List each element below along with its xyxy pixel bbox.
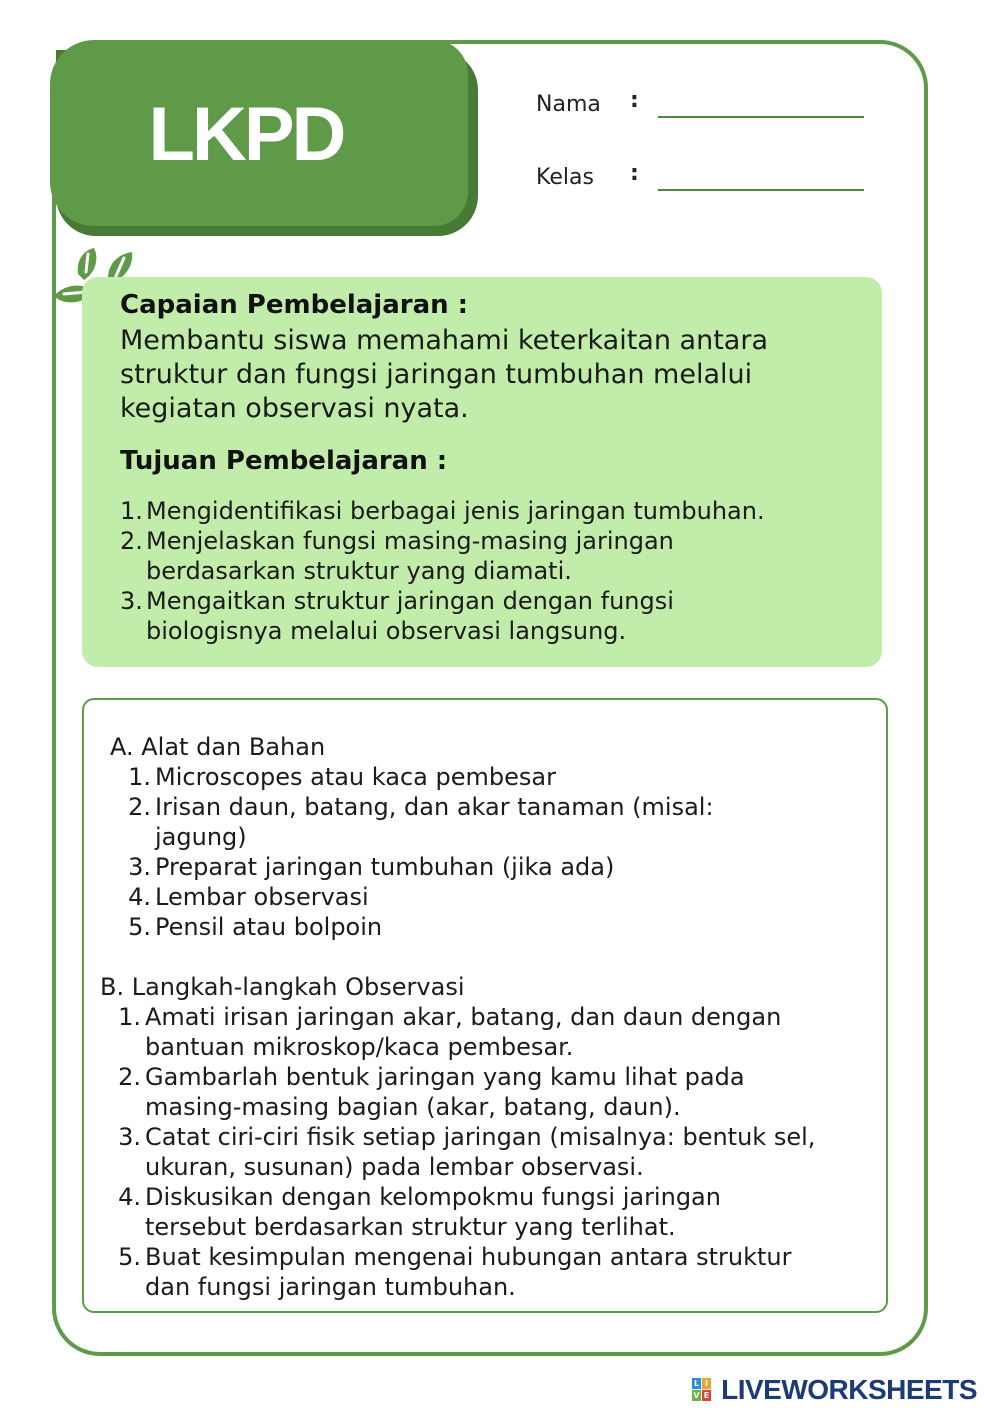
list-text: jagung) <box>155 823 247 851</box>
list-item <box>120 496 860 526</box>
class-colon: : <box>630 161 639 186</box>
list-text: Gambarlah bentuk jaringan yang kamu lihat pada <box>145 1063 745 1091</box>
list-text: Microscopes atau kaca pembesar <box>155 763 556 791</box>
langkah-title: B. Langkah-langkah Observasi <box>100 973 465 1001</box>
list-number: 5. <box>118 1243 141 1271</box>
liveworksheets-logo-icon <box>692 1378 712 1402</box>
logo-letter: E <box>703 1391 710 1400</box>
liveworksheets-footer[interactable] <box>692 1374 977 1408</box>
list-text: Menjelaskan fungsi masing-masing jaringan <box>146 527 674 555</box>
list-item <box>128 912 848 942</box>
list-text: Mengidentifikasi berbagai jenis jaringan tumbuhan. <box>146 497 765 525</box>
logo-letter: L <box>693 1379 700 1388</box>
tujuan-list <box>120 496 860 646</box>
alat-list <box>128 762 848 942</box>
capaian-line: Membantu siswa memahami keterkaitan antara <box>120 325 768 356</box>
list-number: 3. <box>118 1123 141 1151</box>
list-text: Mengaitkan struktur jaringan dengan fungsi <box>146 587 674 615</box>
langkah-list <box>118 1002 868 1302</box>
header-title: LKPD <box>148 92 344 177</box>
list-number: 2. <box>120 527 143 555</box>
list-number: 2. <box>118 1063 141 1091</box>
list-number: 3. <box>120 587 143 615</box>
list-number: 2. <box>128 793 151 821</box>
list-text: berdasarkan struktur yang diamati. <box>146 557 572 585</box>
list-item <box>118 1242 868 1302</box>
list-item <box>118 1002 868 1062</box>
list-text: Lembar observasi <box>155 883 369 911</box>
logo-letter: I <box>702 1378 711 1389</box>
capaian-title: Capaian Pembelajaran : <box>120 290 469 320</box>
class-label: Kelas <box>536 165 594 190</box>
name-label: Nama <box>536 92 601 117</box>
list-text: Amati irisan jaringan akar, batang, dan daun dengan <box>145 1003 782 1031</box>
class-input-line[interactable] <box>658 189 864 191</box>
capaian-body <box>120 324 860 426</box>
list-number: 1. <box>118 1003 141 1031</box>
list-text: masing-masing bagian (akar, batang, daun). <box>145 1093 681 1121</box>
list-text: Diskusikan dengan kelompokmu fungsi jaringan <box>145 1183 721 1211</box>
name-colon: : <box>630 88 639 113</box>
list-text: biologisnya melalui observasi langsung. <box>146 617 627 645</box>
list-item <box>120 586 860 646</box>
capaian-line: kegiatan observasi nyata. <box>120 393 469 424</box>
list-number: 1. <box>120 497 143 525</box>
list-number: 4. <box>118 1183 141 1211</box>
list-number: 1. <box>128 763 151 791</box>
list-item <box>118 1182 868 1242</box>
list-text: Buat kesimpulan mengenai hubungan antara struktur <box>145 1243 792 1271</box>
list-number: 5. <box>128 913 151 941</box>
list-item <box>120 526 860 586</box>
capaian-line: struktur dan fungsi jaringan tumbuhan melalui <box>120 359 753 390</box>
list-item <box>128 852 848 882</box>
logo-letter: V <box>693 1391 700 1400</box>
list-item <box>118 1062 868 1122</box>
name-input-line[interactable] <box>658 116 864 118</box>
list-item <box>128 882 848 912</box>
list-text: bantuan mikroskop/kaca pembesar. <box>145 1033 574 1061</box>
list-item <box>118 1122 868 1182</box>
tujuan-title: Tujuan Pembelajaran : <box>120 446 448 476</box>
list-text: Catat ciri-ciri fisik setiap jaringan (misalnya: bentuk sel, <box>145 1123 816 1151</box>
list-text: ukuran, susunan) pada lembar observasi. <box>145 1153 644 1181</box>
list-item <box>128 792 848 852</box>
list-number: 4. <box>128 883 151 911</box>
list-item <box>128 762 848 792</box>
list-text: tersebut berdasarkan struktur yang terlihat. <box>145 1213 676 1241</box>
list-text: dan fungsi jaringan tumbuhan. <box>145 1273 516 1301</box>
list-text: Preparat jaringan tumbuhan (jika ada) <box>155 853 615 881</box>
alat-title: A. Alat dan Bahan <box>110 733 326 761</box>
list-number: 3. <box>128 853 151 881</box>
list-text: Irisan daun, batang, dan akar tanaman (misal: <box>155 793 714 821</box>
list-text: Pensil atau bolpoin <box>155 913 383 941</box>
liveworksheets-brand: LIVEWORKSHEETS <box>721 1374 978 1405</box>
